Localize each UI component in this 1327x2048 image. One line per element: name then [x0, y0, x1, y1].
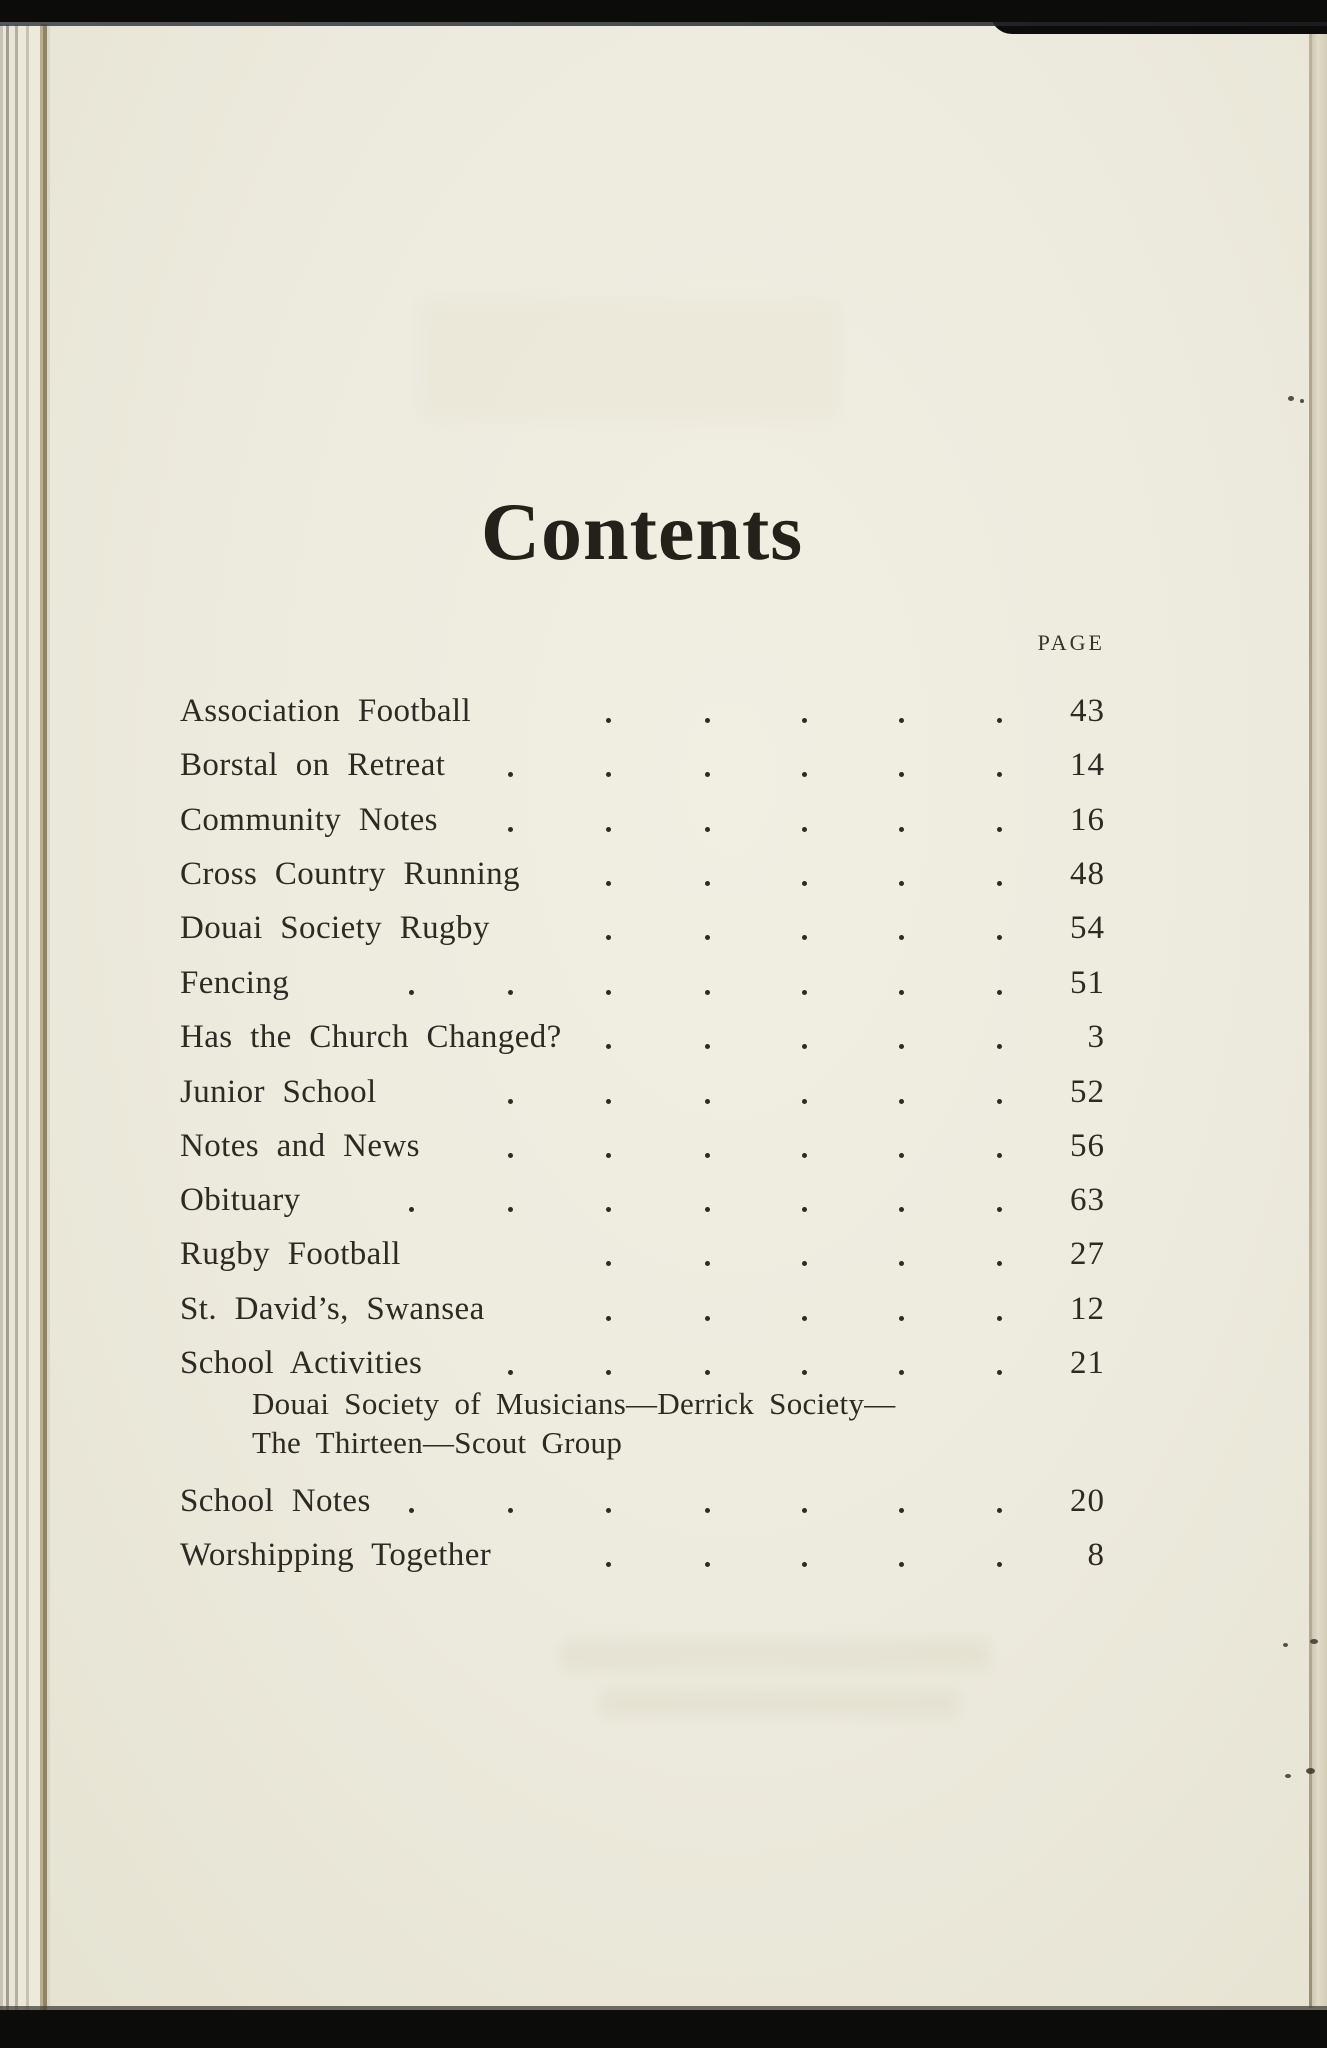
leader-dot	[802, 935, 807, 940]
leader-dot	[705, 1370, 710, 1375]
toc-entry-label: Douai Society Rugby	[180, 910, 490, 946]
toc-entry-page-number: 54	[1070, 910, 1105, 946]
leader-dot	[606, 1207, 611, 1212]
leader-dot	[705, 1099, 710, 1104]
leader-dot	[997, 718, 1002, 723]
leader-dot	[997, 1316, 1002, 1321]
toc-entry	[180, 1182, 1105, 1228]
leader-dot	[802, 1316, 807, 1321]
leader-dot	[899, 718, 904, 723]
toc-entry	[180, 1236, 1105, 1282]
toc-entry	[180, 965, 1105, 1011]
leader-dot	[409, 1207, 414, 1212]
toc-sub-entry	[252, 1384, 896, 1462]
show-through	[560, 1640, 990, 1670]
ink-speck	[1288, 396, 1294, 401]
leader-dot	[508, 772, 513, 777]
leader-dot	[606, 1153, 611, 1158]
leader-dot	[802, 827, 807, 832]
leader-dot	[899, 935, 904, 940]
leader-dot	[705, 881, 710, 886]
leader-dot	[606, 827, 611, 832]
top-page-shadow	[0, 22, 1327, 26]
toc-entry	[180, 1019, 1105, 1065]
leader-dot	[997, 1508, 1002, 1513]
leader-dot	[705, 772, 710, 777]
toc-sub-entry-line: Douai Society of Musicians—Derrick Society—	[252, 1386, 896, 1421]
ink-speck	[1306, 1768, 1315, 1774]
leader-dot	[606, 1508, 611, 1513]
toc-entry-label: Obituary	[180, 1182, 301, 1218]
toc-entry	[180, 856, 1105, 902]
toc-entry-label: Association Football	[180, 693, 472, 729]
leader-dot	[997, 1207, 1002, 1212]
leader-dot	[802, 881, 807, 886]
scan-border-bottom	[0, 2010, 1327, 2048]
scan-border-top-right	[990, 0, 1327, 34]
page-title: Contents	[480, 485, 804, 577]
toc-entry-label: Community Notes	[180, 802, 438, 838]
leader-dot	[705, 1562, 710, 1567]
ink-speck	[1285, 1774, 1291, 1778]
leader-dot	[705, 935, 710, 940]
leader-dot	[606, 935, 611, 940]
toc-entry	[180, 747, 1105, 793]
page-column-header: PAGE	[1037, 630, 1105, 655]
leader-dot	[997, 1261, 1002, 1266]
leader-dot	[997, 1099, 1002, 1104]
toc-entry	[180, 1291, 1105, 1337]
leader-dot	[705, 1316, 710, 1321]
ink-speck	[1300, 399, 1304, 403]
toc-entry	[180, 802, 1105, 848]
leader-dot	[802, 1261, 807, 1266]
leader-dot	[606, 1316, 611, 1321]
leader-dot	[606, 881, 611, 886]
toc-entry-page-number: 3	[1087, 1019, 1105, 1055]
toc-entry	[180, 1074, 1105, 1120]
leader-dot	[802, 718, 807, 723]
toc-entry-label: Worshipping Together	[180, 1537, 492, 1573]
leader-dot	[409, 990, 414, 995]
leader-dot	[508, 1153, 513, 1158]
leader-dot	[899, 990, 904, 995]
toc-entry-page-number: 8	[1087, 1537, 1105, 1573]
leader-dot	[899, 1261, 904, 1266]
toc-entry-label: Rugby Football	[180, 1236, 401, 1272]
leader-dot	[705, 1207, 710, 1212]
toc-entry-page-number: 21	[1070, 1345, 1105, 1381]
leader-dot	[606, 1261, 611, 1266]
toc-entry-page-number: 48	[1070, 856, 1105, 892]
toc-entry-page-number: 12	[1070, 1291, 1105, 1327]
leader-dot	[705, 990, 710, 995]
toc-entry-page-number: 56	[1070, 1128, 1105, 1164]
leader-dot	[997, 1044, 1002, 1049]
leader-dot	[802, 772, 807, 777]
show-through	[600, 1690, 960, 1716]
leader-dot	[508, 1370, 513, 1375]
leader-dot	[508, 1207, 513, 1212]
leader-dot	[899, 1099, 904, 1104]
toc-entry-page-number: 27	[1070, 1236, 1105, 1272]
toc-entry-page-number: 14	[1070, 747, 1105, 783]
toc-entry-page-number: 52	[1070, 1074, 1105, 1110]
leader-dot	[997, 1153, 1002, 1158]
leader-dot	[705, 718, 710, 723]
leader-dot	[606, 772, 611, 777]
leader-dot	[508, 990, 513, 995]
ink-speck	[1310, 1639, 1318, 1644]
leader-dot	[899, 1370, 904, 1375]
toc-entry	[180, 910, 1105, 956]
toc-entry-page-number: 63	[1070, 1182, 1105, 1218]
leader-dot	[997, 1562, 1002, 1567]
leader-dot	[705, 827, 710, 832]
toc-entry-page-number: 16	[1070, 802, 1105, 838]
toc-entry-label: Has the Church Changed?	[180, 1019, 562, 1055]
leader-dot	[606, 990, 611, 995]
toc-entry-label: School Notes	[180, 1483, 371, 1519]
toc-entry	[180, 1537, 1105, 1583]
leader-dot	[508, 827, 513, 832]
leader-dot	[899, 1044, 904, 1049]
leader-dot	[606, 1370, 611, 1375]
toc-entry	[180, 1128, 1105, 1174]
toc-entry-page-number: 43	[1070, 693, 1105, 729]
leader-dot	[606, 1044, 611, 1049]
leader-dot	[802, 1153, 807, 1158]
leader-dot	[802, 1044, 807, 1049]
toc-entry-page-number: 20	[1070, 1483, 1105, 1519]
toc-entry-label: Fencing	[180, 965, 290, 1001]
leader-dot	[409, 1508, 414, 1513]
leader-dot	[899, 1153, 904, 1158]
leader-dot	[802, 1562, 807, 1567]
leader-dot	[508, 1508, 513, 1513]
leader-dot	[802, 1099, 807, 1104]
leader-dot	[899, 1508, 904, 1513]
book-gutter-page-edges	[0, 24, 50, 2010]
leader-dot	[997, 881, 1002, 886]
leader-dot	[899, 1316, 904, 1321]
show-through	[420, 300, 840, 420]
leader-dot	[508, 1099, 513, 1104]
leader-dot	[705, 1261, 710, 1266]
leader-dot	[606, 1099, 611, 1104]
toc-entry-label: Junior School	[180, 1074, 377, 1110]
toc-entry-label: Cross Country Running	[180, 856, 520, 892]
leader-dot	[997, 935, 1002, 940]
leader-dot	[997, 1370, 1002, 1375]
toc-entry-label: School Activities	[180, 1345, 423, 1381]
toc-entry-label: Borstal on Retreat	[180, 747, 446, 783]
toc-entry-label: Notes and News	[180, 1128, 420, 1164]
leader-dot	[705, 1153, 710, 1158]
right-page-edge	[1312, 30, 1327, 2008]
leader-dot	[802, 1370, 807, 1375]
leader-dot	[802, 990, 807, 995]
leader-dot	[802, 1207, 807, 1212]
toc-entry	[180, 1483, 1105, 1529]
leader-dot	[899, 881, 904, 886]
toc-sub-entry-line: The Thirteen—Scout Group	[252, 1425, 623, 1460]
leader-dot	[997, 827, 1002, 832]
leader-dot	[705, 1508, 710, 1513]
toc-entry-page-number: 51	[1070, 965, 1105, 1001]
leader-dot	[899, 772, 904, 777]
leader-dot	[997, 772, 1002, 777]
toc-entry-label: St. David’s, Swansea	[180, 1291, 485, 1327]
leader-dot	[606, 1562, 611, 1567]
leader-dot	[899, 1562, 904, 1567]
ink-speck	[1283, 1643, 1288, 1647]
leader-dot	[705, 1044, 710, 1049]
right-page-crease	[1309, 26, 1312, 2008]
leader-dot	[899, 827, 904, 832]
toc-entry	[180, 693, 1105, 739]
leader-dot	[899, 1207, 904, 1212]
leader-dot	[606, 718, 611, 723]
leader-dot	[997, 990, 1002, 995]
bottom-page-shadow	[0, 2006, 1327, 2010]
leader-dot	[802, 1508, 807, 1513]
